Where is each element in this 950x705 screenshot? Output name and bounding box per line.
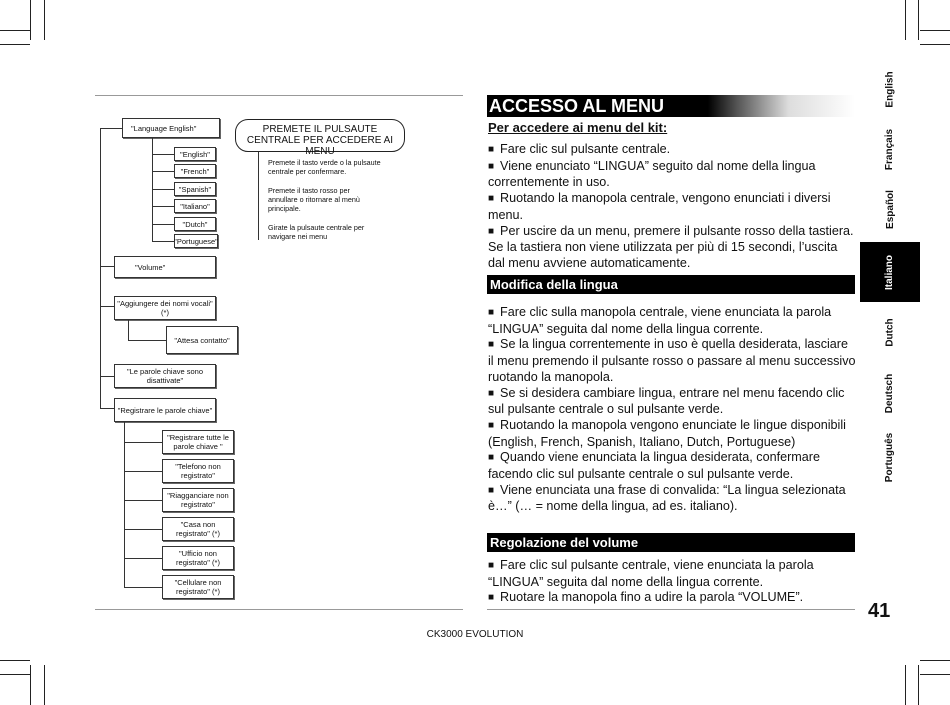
language-item: ■ Ruotando la manopola vengono enunciate le lingue disponibili (English, French, Spanish, Italiano, Dutch, Portuguese) [488,417,846,449]
volume-item: ■ Fare clic sul pulsante centrale, viene enunciata la parola “LINGUA” seguita dal nome della lingua corrente. [488,558,814,589]
callout-press-center: PREMETE IL PULSAUTE CENTRALE PER ACCEDERE AI MENU [235,119,405,152]
waiting-contact-box: "Attesa contatto" [166,326,238,354]
note-cancel: Premete il tasto rosso per annullare o ritornare al menù principale. [268,186,360,214]
tab-francais[interactable]: Français [884,128,896,171]
language-item: ■ Quando viene enunciata la lingua desiderata, confermare facendo clic sul pulsante centrale o sul pulsante verde. [488,450,821,482]
record-all-keywords-box: "Registrare tutte le parole chiave " [162,430,234,454]
tab-english[interactable]: English [884,71,896,108]
intro-item: ■ Ruotando la manopola centrale, vengono enunciati i diversi menu. [488,191,831,222]
tab-portugues[interactable]: Português [884,432,896,483]
top-rule [95,95,463,96]
lang-option-italiano: "Italiano" [174,199,216,213]
record-office-box: "Ufficio non registrato" (*) [162,546,234,570]
language-item: ■ Se si desidera cambiare lingua, entrare nel menu facendo clic sul pulsante centrale o sul pulsante verde. [488,385,845,417]
language-box: "Language English" [122,118,220,138]
language-item: ■ Se la lingua correntemente in uso è quella desiderata, lasciare il menu premendo il pulsante rosso o passare al menu successivo ruotando la manopola. [488,337,856,384]
volume-text [488,558,856,607]
page-number: 41 [868,600,891,622]
section-heading-volume: Regolazione del volume [487,533,855,552]
lang-option-spanish: "Spanish" [174,182,216,196]
record-hangup-box: "Riagganciare non registrato" [162,488,234,512]
tab-espanol[interactable]: Español [884,190,896,229]
tab-deutsch[interactable]: Deutsch [884,373,896,414]
lang-option-french: "French" [174,164,216,178]
bottom-rule [95,609,463,610]
language-item: ■ Viene enunciata una frase di convalida: “La lingua selezionata è…” (… = nome della lingua, ad es. italiano). [488,482,846,514]
intro-item: ■ Fare clic sul pulsante centrale. [488,142,671,156]
note-confirm: Premete il tasto verde o la pulsaute centrale per confermare. [268,158,381,177]
lang-option-portuguese: "Portuguese" [174,234,218,248]
volume-item: ■ Ruotare la manopola fino a udire la parola “VOLUME”. [488,590,804,605]
intro-text [488,142,856,272]
tab-dutch[interactable]: Dutch [884,318,896,347]
volume-box: "Volume" [114,256,216,278]
add-names-box: "Aggiungere dei nomi vocali" (*) [114,296,216,320]
record-mobile-box: "Cellulare non registrato" (*) [162,575,234,599]
page-title: ACCESSO AL MENU [489,96,665,116]
language-text [488,305,856,515]
intro-item: ■ Per uscire da un menu, premere il pulsante rosso della tastiera. Se la tastiera non viene utilizzata per più di 15 secondi, l’uscita dal menu avviene automaticamente. [488,223,854,270]
keywords-off-box: "Le parole chiave sono disattivate" [114,364,216,388]
section-subhead: Per accedere ai menu del kit: [488,120,668,135]
record-phone-box: "Telefono non registrato" [162,459,234,483]
lang-option-dutch: "Dutch" [174,217,216,231]
section-heading-language: Modifica della lingua [487,275,855,294]
record-home-box: "Casa non registrato" (*) [162,517,234,541]
bottom-rule-right [487,609,855,610]
record-keywords-box: "Registrare le parole chiave" [114,398,216,422]
language-item: ■ Fare clic sulla manopola centrale, viene enunciata la parola “LINGUA” seguita dal nome della lingua corrente. [488,305,832,336]
tab-italiano[interactable]: Italiano [860,242,920,302]
footer-product-name: CK3000 EVOLUTION [426,629,524,640]
intro-item: ■ Viene enunciato “LINGUA” seguito dal nome della lingua correntemente in uso. [488,158,816,190]
lang-option-english: "English" [174,147,216,161]
note-navigate: Girate la pulsaute centrale per navigare nei menu [268,223,365,242]
